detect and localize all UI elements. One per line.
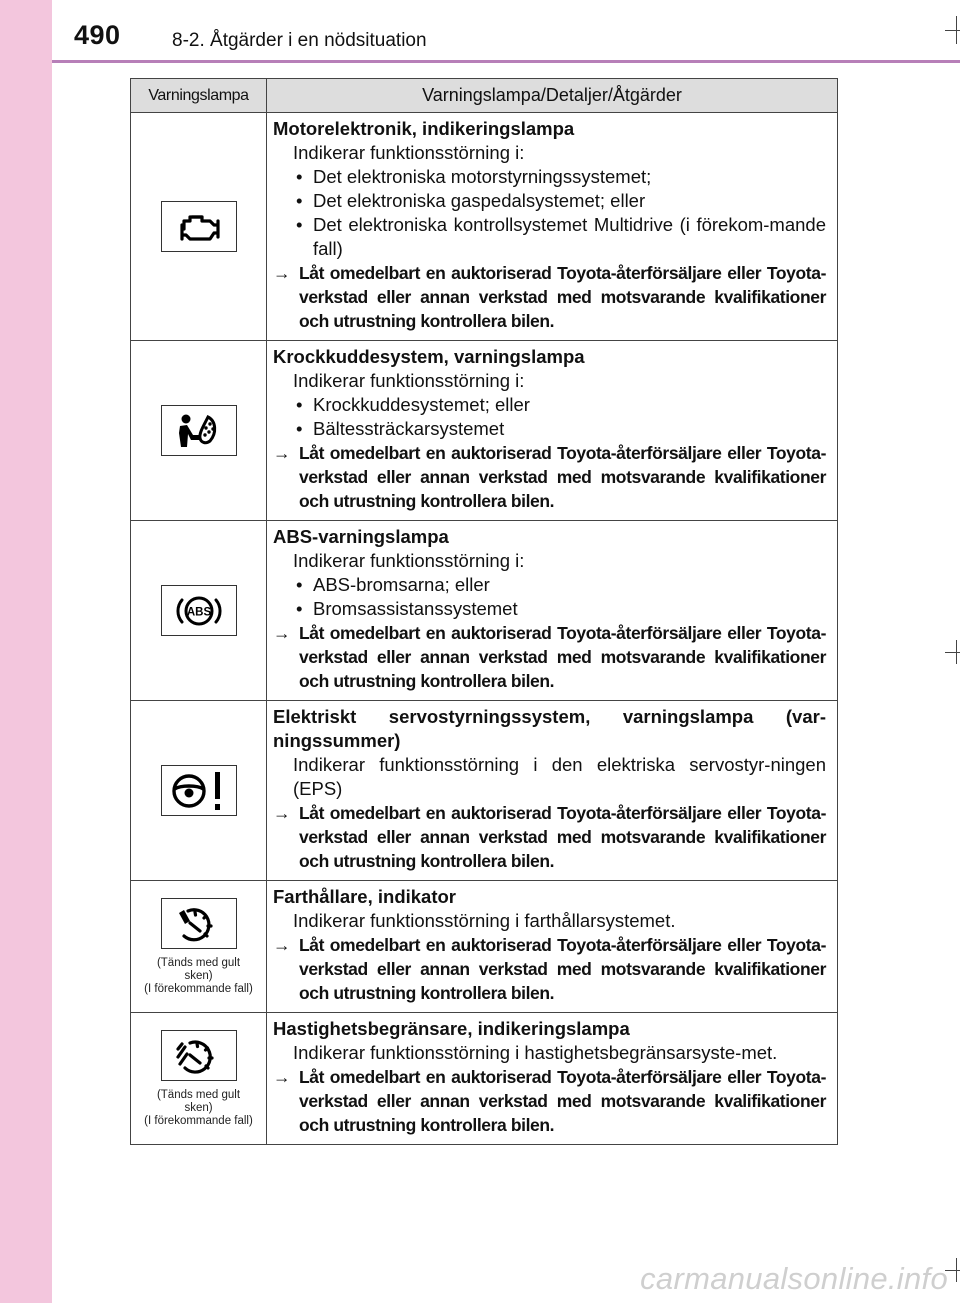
action-text: Låt omedelbart en auktoriserad Toyota-återförsäljare eller Toyota-verkstad eller annan verkstad med motsvarande kvalifikationer och utrustning kontrollera bilen. (299, 623, 826, 691)
lamp-details-cell (267, 521, 838, 701)
table-row (131, 701, 838, 881)
lamp-icon-cell (131, 113, 267, 341)
header-rule (52, 60, 960, 63)
lamp-details-cell (267, 113, 838, 341)
page-sidebar-band (0, 0, 52, 1303)
watermark: carmanualsonline.info (640, 1261, 948, 1296)
abs-label: ABS (186, 606, 211, 618)
list-item: • Bältessträckarsystemet (293, 417, 826, 441)
list-item: • Det elektroniska gaspedalsystemet; eller (293, 189, 826, 213)
lamp-note-line: sken) (184, 1101, 213, 1114)
lamp-note-line: (I förekommande fall) (144, 1114, 253, 1127)
lamp-description: Indikerar funktionsstörning i farthållarsystemet. (293, 910, 676, 931)
lamp-icon-cell (131, 701, 267, 881)
table-row (131, 881, 838, 1013)
lamp-title: Elektriskt servostyrningssystem, varningslampa (var-ningssummer) (273, 706, 826, 751)
lamp-icon-cell (131, 341, 267, 521)
action-text: Låt omedelbart en auktoriserad Toyota-återförsäljare eller Toyota-verkstad eller annan verkstad med motsvarande kvalifikationer och utrustning kontrollera bilen. (299, 263, 826, 331)
table-row (131, 521, 838, 701)
crop-mark (956, 640, 957, 664)
table-header-row (131, 79, 838, 113)
cause-list (273, 165, 826, 261)
list-item: • Det elektroniska kontrollsystemet Multidrive (i förekom-mande fall) (293, 213, 826, 261)
list-item: • Krockkuddesystemet; eller (293, 393, 826, 417)
lamp-icon-cell (131, 881, 267, 1013)
action-instruction (273, 1065, 826, 1137)
lamp-description: Indikerar funktionsstörning i den elektriska servostyr-ningen (EPS) (293, 754, 826, 799)
abs-icon (161, 585, 237, 636)
action-instruction (273, 441, 826, 513)
action-instruction (273, 261, 826, 333)
airbag-icon (161, 405, 237, 456)
crop-mark (945, 30, 960, 31)
section-title: 8-2. Åtgärder i en nödsituation (172, 30, 427, 51)
lamp-title: Farthållare, indikator (273, 886, 456, 907)
arrow-right-icon: → (273, 1067, 291, 1087)
page-number: 490 (74, 20, 121, 50)
lamp-description: Indikerar funktionsstörning i: (293, 370, 525, 391)
power-steering-icon (161, 765, 237, 816)
action-text: Låt omedelbart en auktoriserad Toyota-återförsäljare eller Toyota-verkstad eller annan verkstad med motsvarande kvalifikationer och utrustning kontrollera bilen. (299, 803, 826, 871)
list-item: • Det elektroniska motorstyrningssystemet; (293, 165, 826, 189)
arrow-right-icon: → (273, 263, 291, 283)
arrow-right-icon: → (273, 935, 291, 955)
lamp-icon-cell (131, 1013, 267, 1145)
action-text: Låt omedelbart en auktoriserad Toyota-återförsäljare eller Toyota-verkstad eller annan verkstad med motsvarande kvalifikationer och utrustning kontrollera bilen. (299, 935, 826, 1003)
lamp-note-line: (Tänds med gult (156, 956, 241, 969)
table-row (131, 341, 838, 521)
lamp-note (133, 1089, 264, 1128)
crop-mark (956, 16, 957, 44)
column-header-details: Varningslampa/Detaljer/Åtgärder (267, 79, 838, 113)
lamp-details-cell (267, 341, 838, 521)
list-item: • Bromsassistanssystemet (293, 597, 826, 621)
crop-mark (945, 652, 960, 653)
lamp-title: ABS-varningslampa (273, 526, 449, 547)
lamp-title: Krockkuddesystem, varningslampa (273, 346, 585, 367)
crop-mark (956, 1258, 957, 1282)
arrow-right-icon: → (273, 443, 291, 463)
arrow-right-icon: → (273, 803, 291, 823)
lamp-note-line: sken) (184, 969, 213, 982)
lamp-title: Motorelektronik, indikeringslampa (273, 118, 575, 139)
speed-limiter-icon (161, 1030, 237, 1081)
lamp-details-cell (267, 1013, 838, 1145)
action-text: Låt omedelbart en auktoriserad Toyota-återförsäljare eller Toyota-verkstad eller annan verkstad med motsvarande kvalifikationer och utrustning kontrollera bilen. (299, 443, 826, 511)
lamp-title: Hastighetsbegränsare, indikeringslampa (273, 1018, 630, 1039)
lamp-note-line: (I förekommande fall) (144, 982, 253, 995)
action-instruction (273, 621, 826, 693)
table-row (131, 113, 838, 341)
action-text: Låt omedelbart en auktoriserad Toyota-återförsäljare eller Toyota-verkstad eller annan verkstad med motsvarande kvalifikationer och utrustning kontrollera bilen. (299, 1067, 826, 1135)
action-instruction (273, 933, 826, 1005)
cruise-control-icon (161, 898, 237, 949)
lamp-details-cell (267, 701, 838, 881)
arrow-right-icon: → (273, 623, 291, 643)
lamp-icon-cell (131, 521, 267, 701)
lamp-description: Indikerar funktionsstörning i hastighetsbegränsarsyste-met. (293, 1042, 778, 1063)
lamp-description: Indikerar funktionsstörning i: (293, 550, 525, 571)
list-item: • ABS-bromsarna; eller (293, 573, 826, 597)
cause-list (273, 393, 826, 441)
warning-lamp-table (130, 78, 838, 1145)
lamp-description: Indikerar funktionsstörning i: (293, 142, 525, 163)
lamp-note (133, 957, 264, 996)
table-row (131, 1013, 838, 1145)
lamp-note-line: (Tänds med gult (156, 1088, 241, 1101)
lamp-details-cell (267, 881, 838, 1013)
action-instruction (273, 801, 826, 873)
column-header-lamp: Varningslampa (131, 79, 267, 113)
cause-list (273, 573, 826, 621)
engine-check-icon (161, 201, 237, 252)
